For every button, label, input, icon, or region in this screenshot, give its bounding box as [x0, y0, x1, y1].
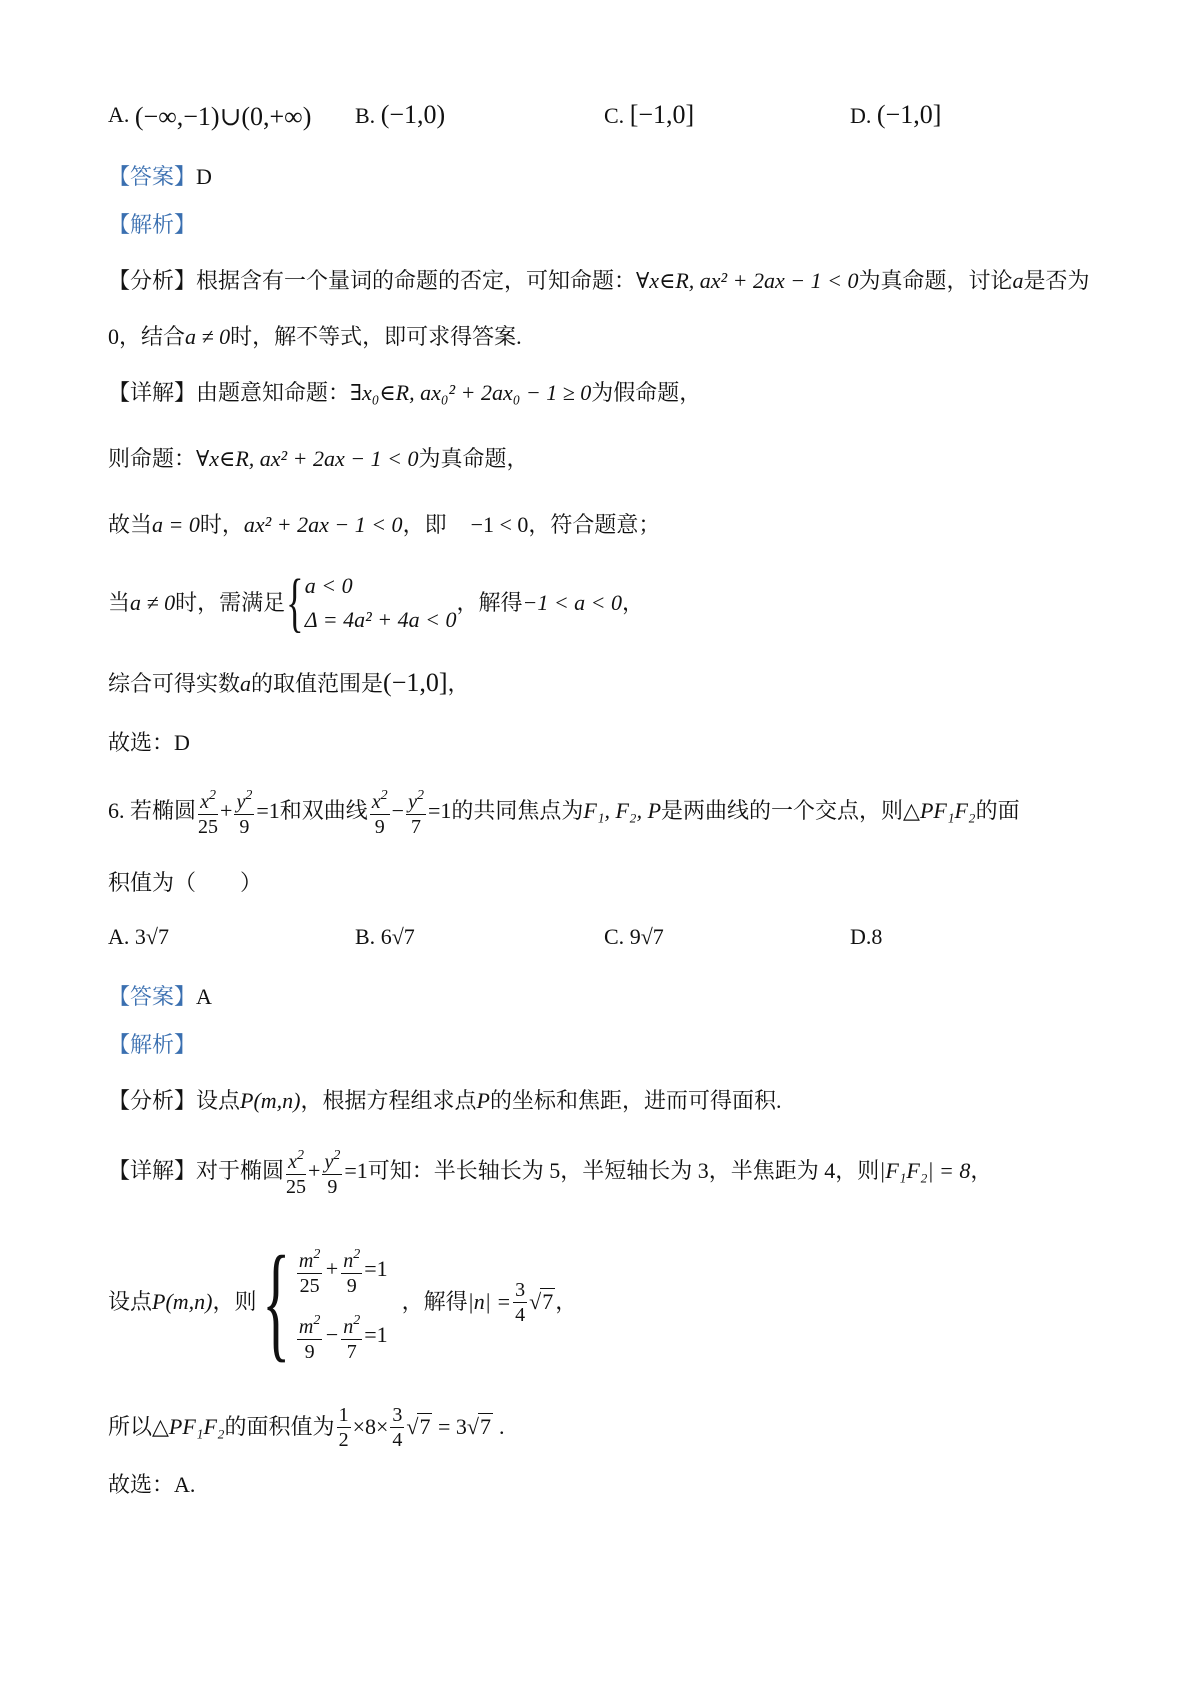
fraction: $\frac{y^2}{9}$ [234, 784, 254, 839]
text: 为真命题， [418, 446, 529, 471]
answer-line [108, 982, 212, 1012]
text: 为真命题，讨论 [858, 268, 1013, 293]
formula: |F₁F₂| = 8 [879, 1158, 971, 1183]
formula: a ≠ 0 [185, 324, 231, 349]
option-label: A. [108, 924, 130, 949]
question-number: 6. 若椭圆 [108, 798, 197, 823]
var: P [476, 1088, 490, 1113]
text: 所以 [108, 1414, 153, 1439]
detail-line-4 [108, 568, 644, 638]
fraction: $\frac{3}{4}$ [392, 1403, 403, 1451]
q6-fenxi-line [108, 1086, 782, 1116]
text: 为假命题， [591, 380, 702, 405]
text: 设点 [108, 1289, 153, 1314]
fraction: $\frac{x^2}{25}$ [286, 1144, 306, 1199]
option-value: 3√7 [134, 924, 169, 949]
text: ， [555, 1289, 578, 1314]
text: . [498, 1414, 505, 1439]
system-row: $\frac{m^2}{25}$ + $\frac{n^2}{9}$ =1 [295, 1236, 388, 1302]
text: 对于椭圆 [196, 1158, 285, 1183]
answer-value: D [196, 164, 212, 189]
option-label: C. [604, 924, 625, 949]
formula: −1 < 0 [470, 512, 529, 537]
text: 0，结合 [108, 324, 186, 349]
system-row: Δ = 4a² + 4a < 0 [304, 607, 457, 632]
answer-line [108, 162, 212, 192]
option-a [108, 100, 311, 132]
option-b [355, 100, 445, 131]
text: 的坐标和焦距，进而可得面积. [489, 1088, 782, 1113]
q6-detail-line-1: 【详解】 对于椭圆 $\frac{x^2}{25}$ + $\frac{y^2}{9}$ =1 可知：半长轴长为 5，半短轴长为 3，半焦距为 4，则 |F₁F₂| = 8 ， [108, 1140, 992, 1202]
text: 积值为（ ） [108, 870, 263, 895]
option-c [604, 100, 694, 131]
option-b [355, 922, 415, 952]
detail-line-2 [108, 444, 528, 474]
brace: { [286, 566, 304, 639]
option-value: [−1,0] [629, 100, 695, 129]
formula: (−1,0] [383, 668, 448, 697]
option-label: D. [850, 924, 872, 949]
text: ， [970, 1158, 993, 1183]
option-label: B. [355, 103, 376, 128]
q6-system-line: 设点 P(m,n) ，则 { $\frac{m^2}{25}$ + $\frac{n^2}{9}$ =1 $\frac{m^2}{9}$ − $\frac{n^2}{7}$ =1 ，解得 |n| = $\frac{3}{4}$ √7 ， [108, 1230, 578, 1374]
formula: ∀x∈R, ax² + 2ax − 1 < 0 [196, 446, 419, 471]
text: 故当 [108, 512, 153, 537]
formula: a = 0 [152, 512, 200, 537]
fraction: $\frac{3}{4}$ [515, 1278, 526, 1326]
text: 的共同焦点为 [451, 798, 584, 823]
formula: ∃x₀∈R, ax₀² + 2ax₀ − 1 ≥ 0 [350, 380, 592, 405]
formula: P(m,n) [152, 1289, 213, 1314]
text: ，解得 [456, 590, 523, 615]
formula: a ≠ 0 [130, 590, 176, 615]
text: 时，需满足 [175, 590, 286, 615]
formula: −1 < a < 0 [522, 590, 623, 615]
text: ， [447, 671, 470, 696]
q6-area-line: 所以 △PF₁F₂ 的面积值为 $\frac{1}{2}$ ×8× $\frac{3}{4}$ √7 = 3√7 . [108, 1403, 505, 1451]
detail-label: 【详解】 [108, 380, 197, 405]
system-row: $\frac{m^2}{9}$ − $\frac{n^2}{7}$ =1 [295, 1302, 388, 1368]
text: 是否为 [1023, 268, 1090, 293]
option-value: 8 [871, 924, 883, 949]
fraction: $\frac{x^2}{25}$ [198, 784, 218, 839]
answer-label: 【答案】 [108, 984, 197, 1009]
formula: P(m,n) [240, 1088, 301, 1113]
text: 的面积值为 [224, 1414, 335, 1439]
fenxi-label: 【分析】 [108, 268, 197, 293]
system-row: a < 0 [304, 573, 353, 598]
answer-value: A [196, 984, 212, 1009]
option-d [850, 100, 941, 131]
fenxi-line-2 [108, 322, 522, 352]
text: ，根据方程组求点 [300, 1088, 477, 1113]
q6-stem-line-2 [108, 868, 262, 898]
formula: |n| = [467, 1289, 512, 1314]
detail-line-5 [108, 668, 470, 699]
equation-system [295, 1236, 388, 1368]
text: 时，解不等式，即可求得答案. [230, 324, 522, 349]
fraction: $\frac{y^2}{7}$ [406, 784, 426, 839]
text: 综合可得实数 [108, 671, 241, 696]
fraction: $\frac{y^2}{9}$ [322, 1144, 342, 1199]
option-label: C. [604, 103, 625, 128]
detail-line-3 [108, 510, 660, 540]
text: 可知：半长轴长为 5，半短轴长为 3，半焦距为 4，则 [367, 1158, 880, 1183]
text: 根据含有一个量词的命题的否定，可知命题： [196, 268, 637, 293]
analysis-label: 【解析】 [108, 212, 197, 237]
text: ，即 [402, 512, 447, 537]
var: a [1012, 268, 1024, 293]
option-value: (−1,0) [380, 100, 446, 129]
fenxi-line-1 [108, 266, 1090, 296]
option-label: B. [355, 924, 376, 949]
fraction: $\frac{1}{2}$ [338, 1403, 349, 1451]
choose-line [108, 728, 190, 758]
formula: △PF₁F₂ [903, 798, 976, 823]
option-label: A. [108, 102, 130, 127]
option-d [850, 922, 882, 952]
text: 时， [199, 512, 244, 537]
fenxi-label: 【分析】 [108, 1088, 197, 1113]
analysis-label: 【解析】 [108, 1032, 197, 1057]
text: ，解得 [401, 1289, 468, 1314]
text: 设点 [196, 1088, 241, 1113]
formula: ax² + 2ax − 1 < 0 [243, 512, 403, 537]
text: ， [622, 590, 645, 615]
detail-label: 【详解】 [108, 1158, 197, 1183]
text: ，则 [212, 1289, 257, 1314]
text: 则命题： [108, 446, 197, 471]
text: 故选：A. [108, 1472, 196, 1497]
formula: F₁, F₂, P [583, 798, 662, 823]
q6-stem-line-1: 6. 若椭圆 $\frac{x^2}{25}$ + $\frac{y^2}{9}$ =1 和双曲线 $\frac{x^2}{9}$ − $\frac{y^2}{7}$ =1 的共同焦点为 F₁, F₂, P 是两曲线的一个交点，则 △PF₁F₂ 的面 [108, 780, 1020, 842]
formula: △PF₁F₂ [152, 1414, 225, 1439]
option-label: D. [850, 103, 872, 128]
text: 是两曲线的一个交点，则 [661, 798, 904, 823]
analysis-heading [108, 1030, 196, 1060]
fraction: $\frac{x^2}{9}$ [370, 784, 390, 839]
text: ，符合题意； [528, 512, 661, 537]
equation-system [305, 569, 457, 637]
text: 由题意知命题： [196, 380, 351, 405]
option-value: 6√7 [380, 924, 415, 949]
var: a [240, 671, 252, 696]
text: 和双曲线 [279, 798, 368, 823]
text: 当 [108, 590, 131, 615]
text: 的面 [975, 798, 1020, 823]
option-a [108, 922, 169, 952]
text: 故选：D [108, 730, 190, 755]
analysis-heading [108, 210, 196, 240]
text: 的取值范围是 [251, 671, 384, 696]
option-value: 9√7 [629, 924, 664, 949]
option-value: (−∞,−1)∪(0,+∞) [134, 102, 312, 131]
brace: { [261, 1230, 290, 1374]
formula: ∀x∈R, ax² + 2ax − 1 < 0 [636, 268, 859, 293]
choose-line [108, 1470, 195, 1500]
answer-label: 【答案】 [108, 164, 197, 189]
option-c [604, 922, 664, 952]
detail-line-1 [108, 378, 701, 408]
option-value: (−1,0] [876, 100, 942, 129]
